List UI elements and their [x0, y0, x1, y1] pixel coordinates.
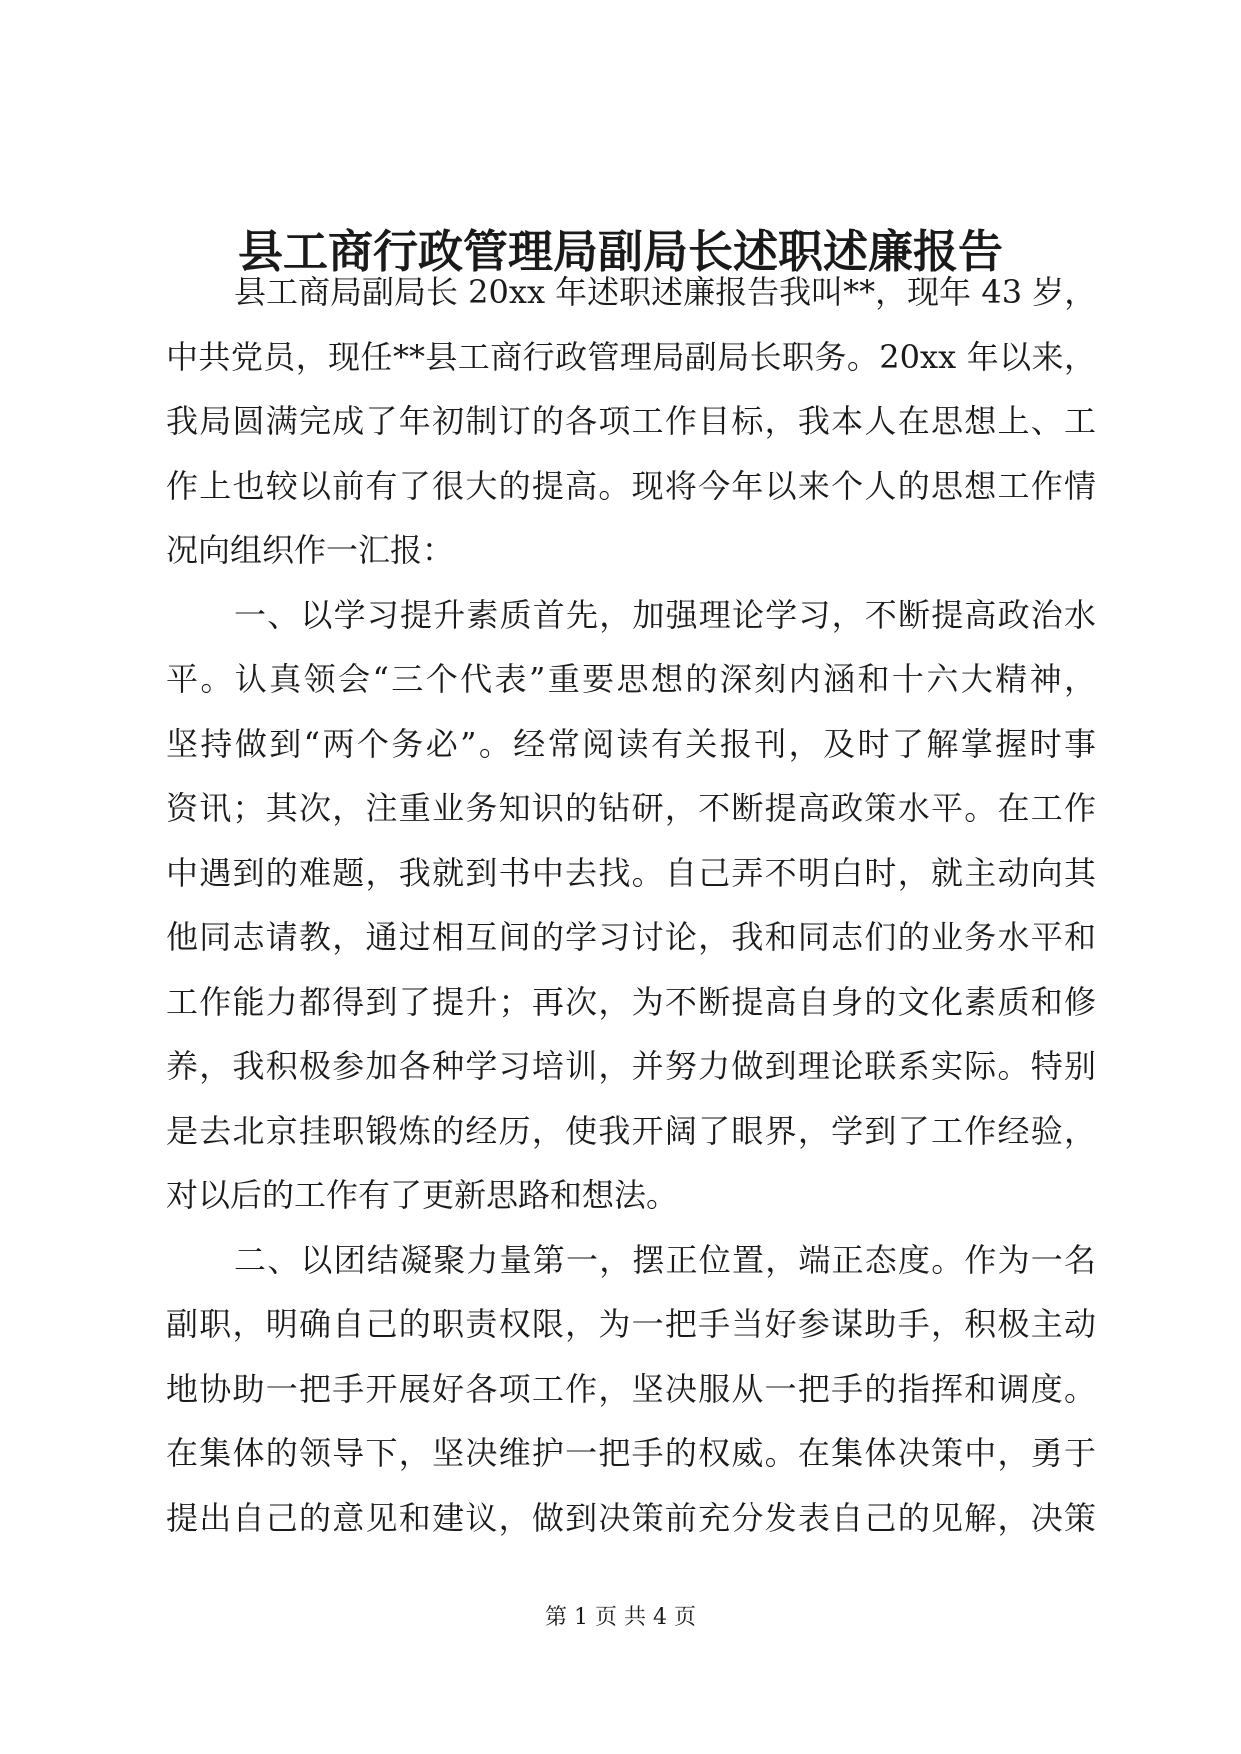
body-line: 地协助一把手开展好各项工作，坚决服从一把手的指挥和调度。 [166, 1369, 1096, 1408]
body-line: 他同志请教，通过相互间的学习讨论，我和同志们的业务水平和 [166, 918, 1096, 956]
page-number-footer: 第 1 页 共 4 页 [545, 1605, 696, 1630]
body-line: 提出自己的意见和建议，做到决策前充分发表自己的见解，决策 [166, 1498, 1096, 1537]
body-line: 中共党员，现任**县工商行政管理局副局长职务。20xx 年以来， [166, 337, 1096, 376]
body-line: 县工商局副局长 20xx 年述职述廉报告我叫**，现年 43 岁， [234, 273, 1097, 311]
document-title: 县工商行政管理局副局长述职述廉报告 [237, 225, 1003, 278]
body-line: 况向组织作一汇报： [166, 531, 455, 569]
body-line: 中遇到的难题，我就到书中去找。自己弄不明白时，就主动向其 [166, 853, 1096, 892]
body-line: 坚持做到“两个务必”。经常阅读有关报刊，及时了解掌握时事 [166, 724, 1096, 763]
body-line: 工作能力都得到了提升；再次，为不断提高自身的文化素质和修 [166, 982, 1096, 1021]
body-line: 平。认真领会“三个代表”重要思想的深刻内涵和十六大精神， [166, 660, 1096, 698]
body-line: 养，我积极参加各种学习培训，并努力做到理论联系实际。特别 [166, 1047, 1096, 1085]
body-line: 作上也较以前有了很大的提高。现将今年以来个人的思想工作情 [166, 466, 1096, 505]
body-line: 我局圆满完成了年初制订的各项工作目标，我本人在思想上、工 [166, 402, 1096, 440]
body-line: 二、以团结凝聚力量第一，摆正位置，端正态度。作为一名 [234, 1240, 1096, 1279]
body-line: 一、以学习提升素质首先，加强理论学习，不断提高政治水 [234, 595, 1096, 634]
body-line: 是去北京挂职锻炼的经历，使我开阔了眼界，学到了工作经验， [166, 1111, 1096, 1150]
body-line: 资讯；其次，注重业务知识的钻研，不断提高政策水平。在工作 [166, 789, 1096, 827]
document-body [166, 260, 1096, 1550]
body-line: 对以后的工作有了更新思路和想法。 [166, 1176, 679, 1214]
body-line: 在集体的领导下，坚决维护一把手的权威。在集体决策中，勇于 [166, 1434, 1096, 1472]
body-line: 副职，明确自己的职责权限，为一把手当好参谋助手，积极主动 [166, 1305, 1096, 1343]
